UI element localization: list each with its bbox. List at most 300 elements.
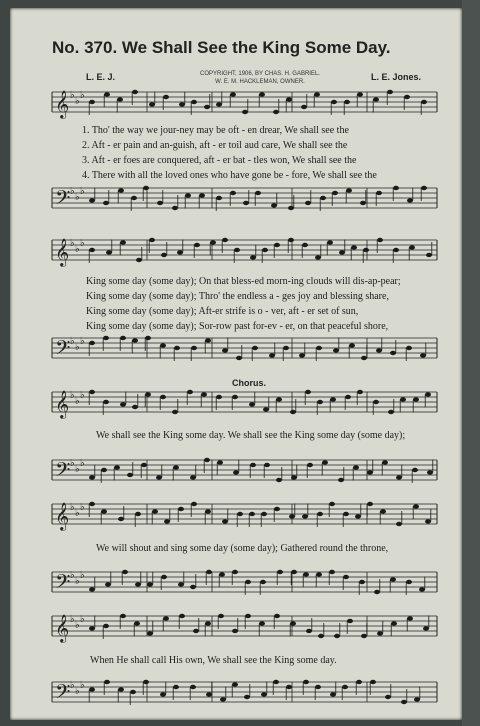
note-head <box>190 585 196 589</box>
note-head <box>134 621 140 625</box>
note-head <box>131 196 137 200</box>
flat-icon: ♭ <box>80 90 85 101</box>
note-head <box>421 100 427 104</box>
flat-icon: ♭ <box>80 570 85 581</box>
note-head <box>317 512 323 516</box>
note-head <box>302 514 308 518</box>
staff-9 <box>52 612 442 644</box>
note-head <box>178 507 184 511</box>
note-head <box>216 196 222 200</box>
note-head <box>357 390 363 394</box>
note-head <box>222 238 228 242</box>
note-head <box>160 395 166 399</box>
note-head <box>273 680 279 684</box>
note-head <box>156 475 162 479</box>
treble-clef-icon: 𝄞 <box>55 92 70 118</box>
note-head <box>406 580 412 584</box>
note-head <box>179 102 185 106</box>
note-head <box>334 634 340 638</box>
note-head <box>117 97 123 101</box>
note-head <box>160 343 166 347</box>
note-head <box>264 463 270 467</box>
note-head <box>222 519 228 523</box>
note-head <box>330 397 336 401</box>
verse-4-line: 4. There with all the loved ones who have gone be - fore, We shall see the <box>82 170 377 181</box>
flat-icon: ♭ <box>75 244 80 255</box>
flat-icon: ♭ <box>75 192 80 203</box>
note-head <box>318 634 324 638</box>
note-head <box>374 590 380 594</box>
treble-clef-icon: 𝄞 <box>55 240 70 266</box>
note-head <box>114 465 120 469</box>
note-head <box>425 392 431 396</box>
note-head <box>316 346 322 350</box>
note-head <box>143 186 149 190</box>
note-head <box>302 243 308 247</box>
note-head <box>349 343 355 347</box>
note-head <box>252 346 258 350</box>
bass-clef-icon: 𝄢 <box>55 188 71 214</box>
note-head <box>320 196 326 200</box>
note-head <box>172 206 178 210</box>
note-head <box>359 580 365 584</box>
note-head <box>103 336 109 340</box>
note-head <box>179 614 185 618</box>
note-head <box>388 410 394 414</box>
note-head <box>242 110 248 114</box>
note-head <box>329 502 335 506</box>
note-head <box>249 512 255 516</box>
note-head <box>243 201 249 205</box>
note-head <box>250 255 256 259</box>
note-head <box>190 475 196 479</box>
note-head <box>413 397 419 401</box>
note-head <box>390 351 396 355</box>
verse-3-line: 3. Aft - er foes are conquered, aft - er bat - tles won, We shall see the <box>82 155 357 166</box>
staff-5 <box>52 388 442 420</box>
note-head <box>89 248 95 252</box>
note-head <box>147 631 153 635</box>
staff-10 <box>52 678 442 710</box>
note-head <box>290 410 296 414</box>
composer-credit: L. E. Jones. <box>371 72 422 82</box>
note-head <box>344 100 350 104</box>
note-head <box>277 570 283 574</box>
note-head <box>120 614 126 618</box>
note-head <box>263 407 269 411</box>
note-head <box>261 512 267 516</box>
note-head <box>367 502 373 506</box>
note-head <box>376 348 382 352</box>
note-head <box>145 336 151 340</box>
flat-icon: ♭ <box>70 680 75 691</box>
note-head <box>220 697 226 701</box>
note-head <box>360 201 366 205</box>
note-head <box>237 512 243 516</box>
lyricist-credit: L. E. J. <box>86 72 116 82</box>
note-head <box>401 700 407 704</box>
note-head <box>191 346 197 350</box>
note-head <box>330 692 336 696</box>
note-head <box>322 460 328 464</box>
note-head <box>329 570 335 574</box>
note-head <box>232 570 238 574</box>
note-head <box>269 353 275 357</box>
flat-icon: ♭ <box>75 576 80 587</box>
note-head <box>174 346 180 350</box>
note-head <box>274 614 280 618</box>
note-head <box>172 410 178 414</box>
note-head <box>396 475 402 479</box>
chorus-line-3: When He shall call His own, We shall see the King some day. <box>90 655 337 666</box>
note-head <box>303 572 309 576</box>
note-head <box>305 201 311 205</box>
note-head <box>414 697 420 701</box>
note-head <box>232 682 238 686</box>
flat-icon: ♭ <box>75 464 80 475</box>
note-head <box>103 201 109 205</box>
note-head <box>421 186 427 190</box>
staff-1 <box>52 88 442 120</box>
note-head <box>346 188 352 192</box>
flat-icon: ♭ <box>80 238 85 249</box>
note-head <box>343 512 349 516</box>
note-head <box>356 680 362 684</box>
note-head <box>120 240 126 244</box>
note-head <box>149 238 155 242</box>
note-head <box>259 92 265 96</box>
note-head <box>141 463 147 467</box>
note-head <box>130 690 136 694</box>
owner-line: W. E. M. HACKLEMAN, OWNER. <box>215 79 305 85</box>
flat-icon: ♭ <box>75 686 80 697</box>
note-head <box>345 395 351 399</box>
bass-clef-icon: 𝄢 <box>55 460 71 486</box>
flat-icon: ♭ <box>70 570 75 581</box>
note-head <box>357 92 363 96</box>
chorus-label: Chorus. <box>232 378 267 388</box>
note-head <box>89 687 95 691</box>
note-head <box>260 580 266 584</box>
flat-icon: ♭ <box>75 620 80 631</box>
book-spine-edge <box>462 0 480 726</box>
note-head <box>163 616 169 620</box>
note-head <box>118 687 124 691</box>
note-head <box>89 390 95 394</box>
note-head <box>191 100 197 104</box>
verse-1-line: 1. Tho' the way we jour-ney may be oft - en drear, We shall see the <box>82 125 349 136</box>
note-head <box>385 695 391 699</box>
chorus-line-1: We shall see the King some day. We shall see the King some day (some day); <box>96 430 406 441</box>
note-head <box>105 582 111 586</box>
note-head <box>276 397 282 401</box>
note-head <box>217 460 223 464</box>
note-head <box>245 580 251 584</box>
note-head <box>143 680 149 684</box>
note-head <box>103 624 109 628</box>
note-head <box>120 402 126 406</box>
note-head <box>218 614 224 618</box>
note-head <box>406 346 412 350</box>
note-head <box>286 685 292 689</box>
bass-clef-icon: 𝄢 <box>55 682 71 708</box>
note-head <box>222 348 228 352</box>
note-head <box>234 248 240 252</box>
flat-icon: ♭ <box>75 508 80 519</box>
bass-clef-icon: 𝄢 <box>55 572 71 598</box>
note-head <box>249 402 255 406</box>
copyright-line: COPYRIGHT, 1906, BY CHAS. H. GABRIEL. <box>200 71 320 77</box>
note-head <box>271 203 277 207</box>
note-head <box>342 685 348 689</box>
note-head <box>376 191 382 195</box>
note-head <box>262 248 268 252</box>
note-head <box>201 392 207 396</box>
note-head <box>331 100 337 104</box>
note-head <box>370 680 376 684</box>
note-head <box>194 243 200 247</box>
note-head <box>426 253 432 257</box>
note-head <box>339 250 345 254</box>
note-head <box>103 400 109 404</box>
note-head <box>427 470 433 474</box>
verse-2-line-2: King some day (some day); Thro' the endless a - ges joy and blessing share, <box>86 291 389 302</box>
note-head <box>145 392 151 396</box>
note-head <box>390 577 396 581</box>
note-head <box>245 614 251 618</box>
note-head <box>104 92 110 96</box>
note-head <box>274 507 280 511</box>
note-head <box>273 110 279 114</box>
flat-icon: ♭ <box>70 390 75 401</box>
note-head <box>101 509 107 513</box>
treble-clef-icon: 𝄞 <box>55 504 70 530</box>
verse-4-line-2: King some day (some day); Sor-row past for-ev - er, on that peaceful shore, <box>86 321 389 332</box>
note-head <box>404 95 410 99</box>
note-head <box>289 514 295 518</box>
note-head <box>420 353 426 357</box>
note-head <box>288 238 294 242</box>
note-head <box>355 514 361 518</box>
note-head <box>118 188 124 192</box>
staff-8 <box>52 568 442 600</box>
note-head <box>317 400 323 404</box>
note-head <box>387 90 393 94</box>
note-head <box>407 198 413 202</box>
note-head <box>178 582 184 586</box>
note-head <box>314 92 320 96</box>
note-head <box>161 253 167 257</box>
flat-icon: ♭ <box>70 90 75 101</box>
note-head <box>332 191 338 195</box>
note-head <box>210 240 216 244</box>
note-head <box>377 631 383 635</box>
note-head <box>191 502 197 506</box>
note-head <box>199 193 205 197</box>
note-head <box>333 348 339 352</box>
note-head <box>363 248 369 252</box>
note-head <box>347 619 353 623</box>
note-head <box>149 102 155 106</box>
note-head <box>122 570 128 574</box>
note-head <box>89 475 95 479</box>
note-head <box>205 621 211 625</box>
flat-icon: ♭ <box>80 614 85 625</box>
treble-clef-icon: 𝄞 <box>55 392 70 418</box>
note-head <box>157 201 163 205</box>
flat-icon: ♭ <box>75 96 80 107</box>
note-head <box>173 685 179 689</box>
note-head <box>244 695 250 699</box>
flat-icon: ♭ <box>80 680 85 691</box>
note-head <box>373 97 379 101</box>
note-head <box>316 572 322 576</box>
note-head <box>132 90 138 94</box>
note-head <box>306 629 312 633</box>
note-head <box>351 245 357 249</box>
flat-icon: ♭ <box>70 614 75 625</box>
staff-4 <box>52 334 442 366</box>
note-head <box>291 475 297 479</box>
note-head <box>276 478 282 482</box>
note-head <box>393 186 399 190</box>
flat-icon: ♭ <box>80 390 85 401</box>
note-head <box>216 102 222 106</box>
note-head <box>216 395 222 399</box>
note-head <box>373 400 379 404</box>
note-head <box>413 504 419 508</box>
note-head <box>232 629 238 633</box>
note-head <box>307 463 313 467</box>
note-head <box>343 575 349 579</box>
staff-6 <box>52 456 442 488</box>
note-head <box>400 397 406 401</box>
note-head <box>367 470 373 474</box>
verse-2-line: 2. Aft - er pain and an-guish, aft - er toil aud care, We shall see the <box>82 140 348 151</box>
note-head <box>274 243 280 247</box>
note-head <box>261 692 267 696</box>
staff-3 <box>52 236 442 268</box>
note-head <box>393 248 399 252</box>
flat-icon: ♭ <box>80 458 85 469</box>
note-head <box>412 468 418 472</box>
staff-7 <box>52 500 442 532</box>
flat-icon: ♭ <box>70 336 75 347</box>
note-head <box>230 191 236 195</box>
note-head <box>255 191 261 195</box>
note-head <box>160 692 166 696</box>
note-head <box>301 105 307 109</box>
verse-3-line-2: King some day (some day); Aft-er strife is o - ver, aft - er set of sun, <box>86 306 359 317</box>
note-head <box>89 198 95 202</box>
note-head <box>419 587 425 591</box>
note-head <box>377 238 383 242</box>
note-head <box>120 336 126 340</box>
note-head <box>190 685 196 689</box>
note-head <box>283 346 289 350</box>
note-head <box>205 509 211 513</box>
note-head <box>423 626 429 630</box>
note-head <box>250 463 256 467</box>
note-head <box>232 395 238 399</box>
treble-clef-icon: 𝄞 <box>55 616 70 642</box>
note-head <box>163 95 169 99</box>
flat-icon: ♭ <box>80 336 85 347</box>
note-head <box>135 582 141 586</box>
note-head <box>132 338 138 342</box>
note-head <box>127 473 133 477</box>
note-head <box>204 105 210 109</box>
note-head <box>305 390 311 394</box>
note-head <box>118 517 124 521</box>
note-head <box>132 405 138 409</box>
note-head <box>407 616 413 620</box>
note-head <box>338 478 344 482</box>
note-head <box>236 356 242 360</box>
note-head <box>101 468 107 472</box>
hymn-title: No. 370. We Shall See the King Some Day. <box>52 38 391 57</box>
note-head <box>136 258 142 262</box>
note-head <box>204 458 210 462</box>
note-head <box>164 519 170 523</box>
note-head <box>259 621 265 625</box>
note-head <box>315 255 321 259</box>
staff-2 <box>52 184 442 216</box>
note-head <box>187 390 193 394</box>
note-head <box>299 353 305 357</box>
note-head <box>396 522 402 526</box>
flat-icon: ♭ <box>70 502 75 513</box>
note-head <box>206 692 212 696</box>
note-head <box>89 341 95 345</box>
note-head <box>89 626 95 630</box>
note-head <box>106 250 112 254</box>
note-head <box>361 634 367 638</box>
flat-icon: ♭ <box>70 458 75 469</box>
note-head <box>425 519 431 523</box>
note-head <box>152 509 158 513</box>
note-head <box>104 680 110 684</box>
note-head <box>288 206 294 210</box>
note-head <box>361 356 367 360</box>
note-head <box>315 685 321 689</box>
flat-icon: ♭ <box>75 396 80 407</box>
note-head <box>230 92 236 96</box>
verse-1-line-2: King some day (some day); On that bless-ed morn-ing clouds will dis-ap-pear; <box>86 276 401 287</box>
note-head <box>147 582 153 586</box>
flat-icon: ♭ <box>80 186 85 197</box>
note-head <box>233 470 239 474</box>
note-head <box>219 572 225 576</box>
note-head <box>89 502 95 506</box>
note-head <box>303 680 309 684</box>
note-head <box>206 570 212 574</box>
flat-icon: ♭ <box>70 186 75 197</box>
note-head <box>382 460 388 464</box>
note-head <box>391 621 397 625</box>
note-head <box>161 575 167 579</box>
note-head <box>89 100 95 104</box>
chorus-line-2: We will shout and sing some day (some day); Gathered round the throne, <box>96 543 389 554</box>
note-head <box>290 621 296 625</box>
note-head <box>193 629 199 633</box>
flat-icon: ♭ <box>75 342 80 353</box>
note-head <box>173 465 179 469</box>
note-head <box>177 250 183 254</box>
note-head <box>353 465 359 469</box>
note-head <box>205 338 211 342</box>
note-head <box>327 240 333 244</box>
